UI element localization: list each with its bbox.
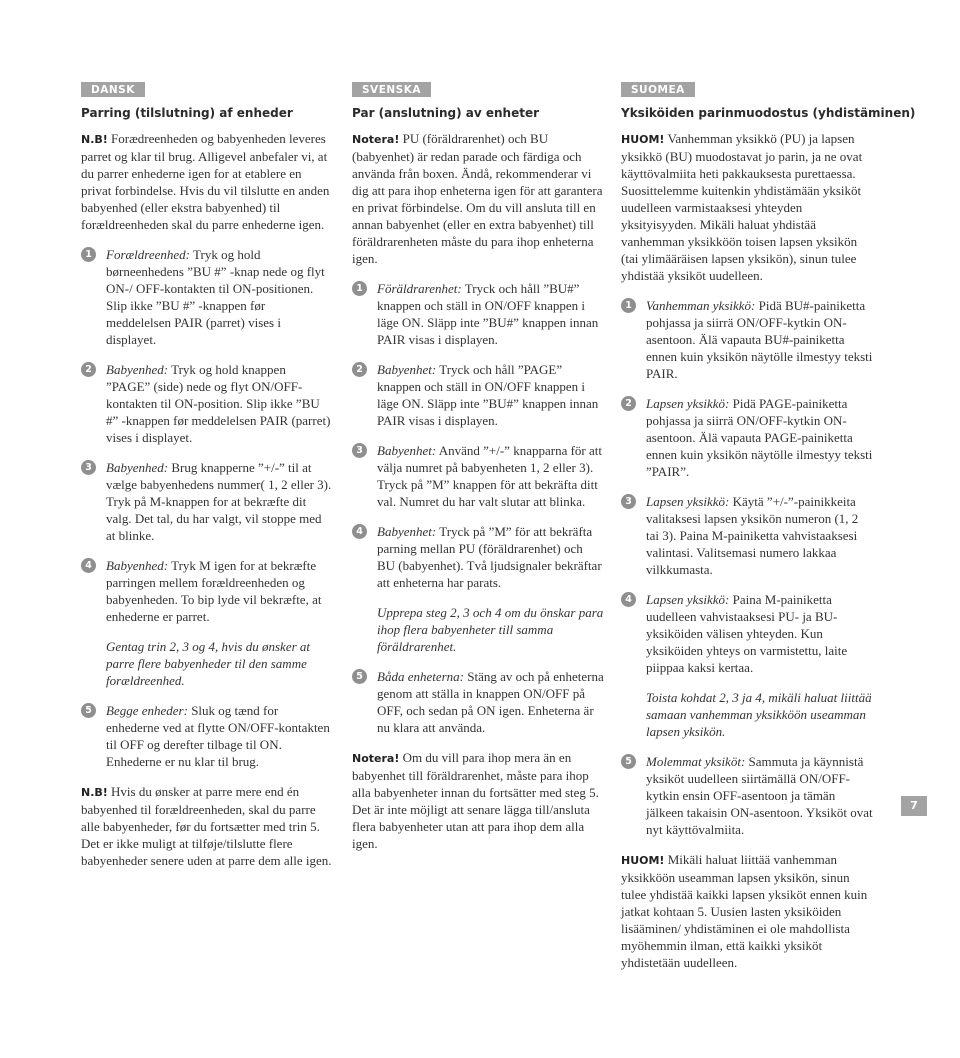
step-text: Pidä BU#-painiketta pohjassa ja siirrä ON/OFF-kytkin ON-asentoon. Älä vapauta BU#-painiketta ennen kuin yksikön näytölle ilmestyy teksti PAIR.: [646, 298, 873, 381]
step-lead: Lapsen yksikkö:: [646, 494, 730, 509]
step-1: [81, 246, 333, 348]
step-4: [81, 557, 333, 625]
step-lead: Föräldrarenhet:: [377, 281, 462, 296]
closing-note: [621, 851, 873, 971]
step-lead: Babyenhed:: [106, 362, 169, 377]
closing-note: [81, 783, 333, 869]
step-text: Tryk og hold børneenhedens ”BU #” -knap nede og flyt ON-/ OFF-kontakten til ON-positionen. Slip ikke ”BU #” -knappen før meddelelsen PAIR (parret) vises i displayet.: [106, 247, 325, 347]
step-3: [352, 442, 604, 510]
step-lead: Babyenhet:: [377, 524, 437, 539]
repeat-note: Upprepa steg 2, 3 och 4 om du önskar para ihop flera babyenheter till samma föräldrarenhet.: [377, 605, 604, 654]
step-3: [81, 459, 333, 544]
step-2: [621, 395, 873, 480]
section-title: Yksiköiden parinmuodostus (yhdistäminen): [621, 106, 916, 120]
repeat-note: Gentag trin 2, 3 og 4, hvis du ønsker at parre flere babyenheder til den samme forældreenhed.: [106, 639, 311, 688]
step-text: Tryk og hold knappen ”PAGE” (side) nede og flyt ON/OFF-kontakten til ON-position. Slip ikke ”BU #” -knappen før meddelelsen PAIR (parret) vises i displayet.: [106, 362, 331, 445]
step-text: Sluk og tænd for enhederne ved at flytte ON/OFF-kontakten til OFF og derefter tilbage til ON. Enhederne er nu klar til brug.: [106, 703, 330, 769]
step-text: Tryck och håll ”BU#” knappen och ställ in ON/OFF knappen i läge ON. Släpp inte ”BU#” knappen innan PAIR visas i displayen.: [377, 281, 599, 347]
step-number-badge: 2: [352, 362, 367, 377]
step-1: [621, 297, 873, 382]
step-2: [352, 361, 604, 429]
note-label: Notera!: [352, 752, 400, 765]
step-number-badge: 3: [621, 494, 636, 509]
language-tab: SUOMEA: [621, 82, 695, 97]
column-dansk: [81, 80, 333, 868]
step-5: [352, 668, 604, 736]
step-number-badge: 3: [352, 443, 367, 458]
step-3: [621, 493, 873, 578]
column-content: [621, 130, 873, 984]
step-number-badge: 5: [621, 754, 636, 769]
step-number-badge: 5: [352, 669, 367, 684]
step-number-badge: 1: [81, 247, 96, 262]
step-lead: Babyenhed:: [106, 558, 169, 573]
step-lead: Båda enheterna:: [377, 669, 465, 684]
step-number-badge: 1: [352, 281, 367, 296]
repeat-note: Toista kohdat 2, 3 ja 4, mikäli haluat liittää samaan vanhemman yksikköön useamman lapsen yksikön.: [646, 690, 872, 739]
note-text: PU (föräldrarenhet) och BU (babyenhet) är redan parade och färdiga och använda från boxen. Ändå, rekommenderar vi dig att para ihop enheterna igen för att garantera en privat förbindelse. Om du vill ansluta till en annan babyenhet (eller en extra babyenhet) till föräldrarenheten måste du para ihop enheterna igen.: [352, 131, 603, 266]
note-label: HUOM!: [621, 133, 665, 146]
step-text: Stäng av och på enheterna genom att ställa in knappen ON/OFF på OFF, och sedan på ON igen. Enheterna är nu klara att använda.: [377, 669, 604, 735]
step-number-badge: 2: [621, 396, 636, 411]
step-lead: Babyenhet:: [377, 362, 437, 377]
step-text: Tryck och håll ”PAGE” knappen och ställ in ON/OFF knappen i läge ON. Släpp inte ”BU#” knappen innan PAIR visas i displayen.: [377, 362, 599, 428]
intro-paragraph: [81, 130, 333, 233]
step-text: Tryck på ”M” för att bekräfta parning mellan PU (föräldrarenhet) och BU (babyenhet). Två ljudsignaler bekräftar att enheterna har parats.: [377, 524, 602, 590]
step-number-badge: 2: [81, 362, 96, 377]
step-number-badge: 4: [621, 592, 636, 607]
section-title: Parring (tilslutning) af enheder: [81, 106, 293, 120]
page-number: 7: [901, 796, 927, 816]
column-svenska: [352, 80, 604, 851]
step-2: [81, 361, 333, 446]
note-text: Vanhemman yksikkö (PU) ja lapsen yksikkö (BU) muodostavat jo parin, ja ne ovat käyttövalmiita heti pakkauksesta purettaessa. Suosittelemme kuitenkin yhdistämään yksiköt uudelleen varmistaaksesi yhteyden yksityisyyden. Mikäli haluat yhdistää vanhemman yksikköön toisen lapsen yksikön (tai ylimääräisen lapsen yksikön), sinun tulee yhdistää yksiköt uudelleen.: [621, 131, 863, 283]
note-text: Forædreenheden og babyenheden leveres parret og klar til brug. Alligevel anbefaler vi, at du parrer enhederne igen for at etablere en privat forbindelse. Hvis du vil tilslutte en anden babyenhed (eller ekstra babyenhed) til forældreenheden skal du parre enhederne igen.: [81, 131, 330, 232]
step-1: [352, 280, 604, 348]
note-label: N.B!: [81, 786, 108, 799]
step-lead: Molemmat yksiköt:: [646, 754, 746, 769]
step-4: [621, 591, 873, 676]
column-content: [81, 130, 333, 882]
step-lead: Babyenhet:: [377, 443, 437, 458]
step-number-badge: 3: [81, 460, 96, 475]
step-text: Käytä ”+/-”-painikkeita valitaksesi lapsen yksikön numeron (1, 2 tai 3). Paina M-painiketta vahvistaaksesi valintasi. Valitsemasi numero lakkaa vilkkumasta.: [646, 494, 859, 577]
step-5: [621, 753, 873, 838]
note-label: Notera!: [352, 133, 400, 146]
step-number-badge: 4: [352, 524, 367, 539]
step-lead: Lapsen yksikkö:: [646, 592, 730, 607]
note-text: Hvis du ønsker at parre mere end én babyenhed til forældreenheden, skal du parre alle babyenheder, før du fortsætter med trin 5. Det er ikke muligt at tilføje/tilslutte flere babyenheder senere uden at parre dem alle igen.: [81, 784, 332, 868]
column-suomea: [621, 80, 916, 970]
step-text: Sammuta ja käynnistä yksiköt uudelleen siirtämällä ON/OFF-kytkin ensin OFF-asentoon ja tämän jälkeen takaisin ON-asentoon. Yksiköt ovat nyt käyttövalmiita.: [646, 754, 873, 837]
language-tab: DANSK: [81, 82, 145, 97]
step-lead: Forældreenhed:: [106, 247, 190, 262]
intro-paragraph: [621, 130, 873, 284]
column-content: [352, 130, 604, 865]
step-5: [81, 702, 333, 770]
step-4: [352, 523, 604, 591]
step-lead: Babyenhed:: [106, 460, 169, 475]
section-title: Par (anslutning) av enheter: [352, 106, 540, 120]
closing-note: [352, 749, 604, 852]
note-label: N.B!: [81, 133, 108, 146]
step-lead: Vanhemman yksikkö:: [646, 298, 756, 313]
language-tab: SVENSKA: [352, 82, 431, 97]
step-text: Tryk M igen for at bekræfte parringen mellem forældreenheden og babyenheden. To bip lyde vil bekræfte, at enhederne er parret.: [106, 558, 322, 624]
note-text: Mikäli haluat liittää vanhemman yksikköön useamman lapsen yksikön, sinun tulee yhdistää kaikki lapsen yksiköt ennen kuin jatkat kohtaan 5. Uusien lasten yksiköiden lisääminen/ yhdistäminen ei ole mahdollista myöhemmin ilman, että kaikki yksiköt yhdistetään uudelleen.: [621, 852, 868, 970]
step-text: Pidä PAGE-painiketta pohjassa ja siirrä ON/OFF-kytkin ON-asentoon. Älä vapauta PAGE-painiketta ennen kuin yksikön näytölle ilmestyy teksti ”PAIR”.: [646, 396, 873, 479]
step-text: Paina M-painiketta uudelleen vahvistaaksesi PU- ja BU-yksiköiden välisen yhteyden. Kun yksiköiden yhteys on varmistettu, laite piippaa kaksi kertaa.: [646, 592, 848, 675]
step-text: Använd ”+/-” knapparna för att välja numret på babyenheten 1, 2 eller 3). Tryck på ”M” knappen för att bekräfta ditt val. Numret du har valt slutar att blinka.: [377, 443, 602, 509]
step-lead: Begge enheder:: [106, 703, 188, 718]
note-text: Om du vill para ihop mera än en babyenhet till föräldrarenhet, måste para ihop alla babyenheter innan du fortsätter med steg 5. Det är inte möjligt att senare lägga till/ansluta flera babyenheter utan att para ihop dem alla igen.: [352, 750, 599, 851]
step-lead: Lapsen yksikkö:: [646, 396, 730, 411]
step-text: Brug knapperne ”+/-” til at vælge babyenhedens nummer( 1, 2 eller 3). Tryk på M-knappen for at bekræfte dit valg. Det tal, du har valgt, vil stoppe med at blinke.: [106, 460, 332, 543]
step-number-badge: 5: [81, 703, 96, 718]
step-number-badge: 1: [621, 298, 636, 313]
intro-paragraph: [352, 130, 604, 267]
step-number-badge: 4: [81, 558, 96, 573]
note-label: HUOM!: [621, 854, 665, 867]
